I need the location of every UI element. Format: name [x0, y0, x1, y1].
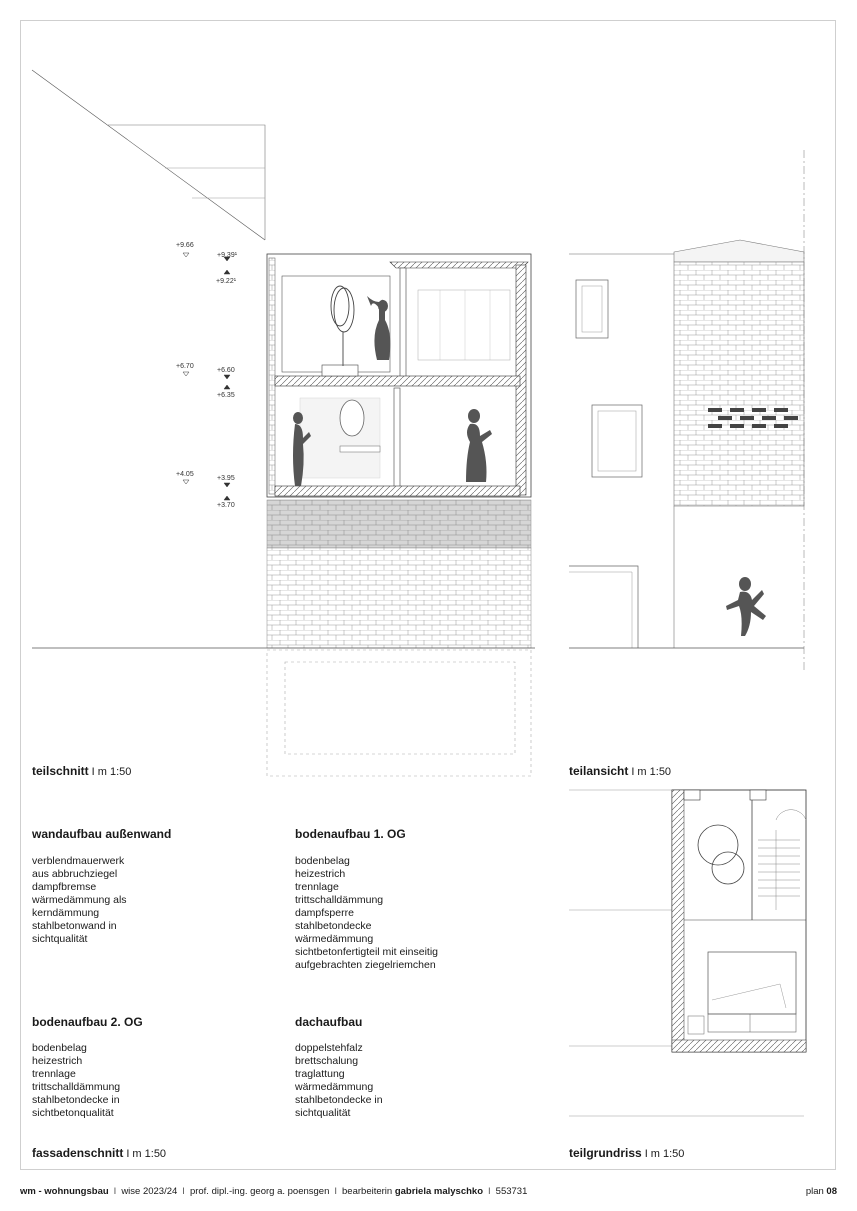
list-item: sichtqualität — [295, 1107, 351, 1119]
section-title-teilansicht: teilansicht I m 1:50 — [569, 764, 672, 778]
roof-layers-list — [295, 1042, 383, 1120]
section-title-teilgrundriss: teilgrundriss I m 1:50 — [569, 1146, 685, 1160]
list-item: kerndämmung — [32, 907, 100, 919]
elevation-drawing — [569, 150, 804, 670]
roof-layers-heading: dachaufbau — [295, 1015, 363, 1029]
footer: wm - wohnungsbau I wise 2023/24 I prof. dipl.-ing. georg a. poensgen I bearbeiterin gabriela malyschko I 553731 — [20, 1186, 528, 1197]
level-label: +3.70 — [217, 502, 235, 509]
list-item: stahlbetondecke in — [295, 1094, 383, 1106]
list-item: bodenbelag — [32, 1042, 87, 1054]
section-title-fassadenschnitt: fassadenschnitt I m 1:50 — [32, 1146, 167, 1160]
list-item: sichtbetonfertigteil mit einseitig — [295, 946, 438, 958]
list-item: trittschalldämmung — [295, 894, 384, 906]
section-title-teilschnitt: teilschnitt I m 1:50 — [32, 764, 132, 778]
list-item: stahlbetondecke — [295, 920, 372, 932]
level-label: +6.35 — [217, 392, 235, 399]
list-item: sichtqualität — [32, 933, 88, 945]
list-item: trennlage — [32, 1068, 76, 1080]
list-item: dampfsperre — [295, 907, 354, 919]
list-item: trennlage — [295, 881, 339, 893]
wall-layers-heading: wandaufbau außenwand — [32, 827, 172, 841]
list-item: brettschalung — [295, 1055, 359, 1067]
professor: prof. dipl.-ing. georg a. poensgen — [189, 1186, 330, 1197]
plan-number: plan 08 — [805, 1186, 837, 1197]
floor1-layers-list — [295, 855, 438, 972]
list-item: aus abbruchziegel — [32, 868, 118, 880]
list-item: wärmedämmung — [295, 933, 374, 945]
list-item: bodenbelag — [295, 855, 350, 867]
level-label: +6.60 — [217, 367, 235, 374]
level-label: +9.22¹ — [216, 278, 237, 285]
wall-layers-list — [32, 855, 127, 946]
floor2-layers-heading: bodenaufbau 2. OG — [32, 1015, 143, 1029]
list-item: stahlbetonwand in — [32, 920, 117, 932]
level-label: +9.66 — [176, 242, 194, 249]
level-label: +3.95 — [217, 475, 235, 482]
list-item: aufgebrachten ziegelriemchen — [295, 959, 436, 971]
list-item: doppelstehfalz — [295, 1042, 363, 1054]
level-label: +6.70 — [176, 363, 194, 370]
floor2-layers-list — [32, 1042, 120, 1120]
list-item: sichtbetonqualität — [32, 1107, 114, 1119]
course-title: wm - wohnungsbau — [20, 1186, 109, 1197]
list-item: wärmedämmung als — [32, 894, 127, 906]
level-markers — [183, 253, 230, 500]
level-label: +9.39¹ — [217, 252, 238, 259]
list-item: trittschalldämmung — [32, 1081, 121, 1093]
student-id: 553731 — [495, 1186, 528, 1197]
list-item: wärmedämmung — [295, 1081, 374, 1093]
list-item: dampfbremse — [32, 881, 97, 893]
floor1-layers-heading: bodenaufbau 1. OG — [295, 827, 406, 841]
list-item: heizestrich — [295, 868, 346, 880]
plan-drawing — [569, 790, 806, 1116]
author-name: gabriela malyschko — [394, 1186, 484, 1197]
author-prefix: bearbeiterin — [342, 1186, 393, 1197]
term: wise 2023/24 — [121, 1186, 178, 1197]
level-label: +4.05 — [176, 471, 194, 478]
list-item: stahlbetondecke in — [32, 1094, 120, 1106]
list-item: verblendmauerwerk — [32, 855, 125, 867]
list-item: heizestrich — [32, 1055, 83, 1067]
list-item: traglattung — [295, 1068, 345, 1080]
section-drawing — [32, 70, 535, 776]
